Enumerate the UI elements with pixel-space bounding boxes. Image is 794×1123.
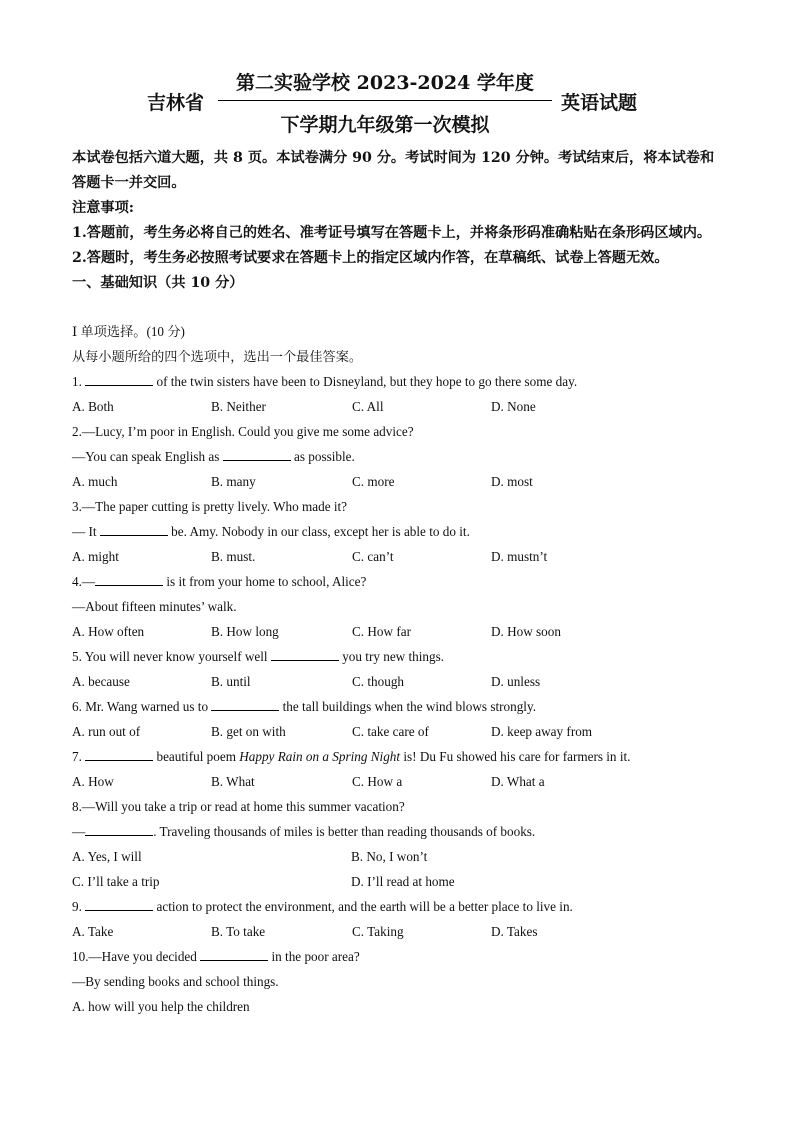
question-8-reply: — . Traveling thousands of miles is better than reading thousands of books. [72,819,732,844]
school-name: 第二实验学校 2023-2024 学年度 [236,72,534,94]
option-c: C. though [352,674,405,689]
option-c: C. All [352,399,384,414]
option-d: D. Takes [491,924,538,939]
option-c: C. take care of [352,724,429,739]
answer-blank [85,896,153,911]
answer-blank [85,371,153,386]
notice-item-1: 1.答题前，考生务必将自己的姓名、准考证号填写在答题卡上，并将条形码准确粘贴在条形码区域内。 [72,225,712,241]
section-heading: 一、基础知识（共 10 分） [72,275,244,291]
question-4-reply: —About fifteen minutes’ walk. [72,599,237,614]
question-4-stem: 4.— is it from your home to school, Alice? [72,569,732,594]
option-c: C. How a [352,774,403,789]
option-d: D. What a [491,774,545,789]
question-1-stem: 1. of the twin sisters have been to Disneyland, but they hope to go there some day. [72,369,732,394]
option-c: C. I’ll take a trip [72,874,160,889]
option-a: A. how will you help the children [72,999,250,1014]
option-a: A. How often [72,624,145,639]
province-label: 吉林省 [147,92,205,114]
poem-title: Happy Rain on a Spring Night [239,749,401,764]
option-d: D. most [491,474,533,489]
question-9-options [72,919,732,944]
question-8-options-cd [72,869,732,894]
question-6-stem: 6. Mr. Wang warned us to the tall buildings when the wind blows strongly. [72,694,732,719]
question-5-stem: 5. You will never know yourself well you try new things. [72,644,732,669]
question-7-options [72,769,732,794]
answer-blank [223,446,291,461]
part-title: Ⅰ 单项选择。(10 分) [72,324,185,339]
notice-item-2: 2.答题时，考生务必按照考试要求在答题卡上的指定区域内作答，在草稿纸、试卷上答题无效。 [72,250,669,266]
title-divider [218,100,552,101]
option-d: D. How soon [491,624,561,639]
option-a: A. Both [72,399,114,414]
option-b: B. Neither [211,399,266,414]
option-c: C. more [352,474,395,489]
option-a: A. Take [72,924,114,939]
option-a: A. How [72,774,114,789]
option-b: B. How long [211,624,279,639]
option-b: B. No, I won’t [351,849,428,864]
question-3-reply: — It be. Amy. Nobody in our class, except her is able to do it. [72,519,732,544]
option-d: D. keep away from [491,724,593,739]
question-9-stem: 9. action to protect the environment, and the earth will be a better place to live in. [72,894,732,919]
question-2-stem: 2.—Lucy, I’m poor in English. Could you give me some advice? [72,424,414,439]
part-instruction: 从每小题所给的四个选项中，选出一个最佳答案。 [72,349,363,364]
answer-blank [200,946,268,961]
option-d: D. None [491,399,536,414]
option-a: A. much [72,474,118,489]
subject-label: 英语试题 [561,92,638,114]
question-4-options [72,619,732,644]
option-b: B. must. [211,549,256,564]
option-b: B. get on with [211,724,286,739]
intro-paragraph: 本试卷包括六道大题，共 8 页。本试卷满分 90 分。考试时间为 120 分钟。考试结束后，将本试卷和答题卡一并交回。 [72,150,715,191]
answer-blank [211,696,279,711]
question-2-options [72,469,732,494]
answer-blank [95,571,163,586]
option-b: B. until [211,674,251,689]
question-1-options [72,394,732,419]
answer-blank [271,646,339,661]
question-8-options-ab [72,844,732,869]
option-a: A. run out of [72,724,141,739]
option-d: D. mustn’t [491,549,548,564]
question-10-options [72,994,732,1019]
question-8-stem: 8.—Will you take a trip or read at home this summer vacation? [72,799,405,814]
question-2-reply: —You can speak English as as possible. [72,444,732,469]
question-7-stem: 7. beautiful poem Happy Rain on a Spring Night is! Du Fu showed his care for farmers in it. [72,744,732,769]
exam-header [0,66,794,138]
option-b: B. many [211,474,256,489]
option-b: B. What [211,774,255,789]
answer-blank [85,746,153,761]
question-10-stem: 10.—Have you decided in the poor area? [72,944,732,969]
question-area [72,319,732,1019]
option-b: B. To take [211,924,266,939]
exam-name: 下学期九年级第一次模拟 [280,114,490,136]
question-10-reply: —By sending books and school things. [72,974,279,989]
question-6-options [72,719,732,744]
option-c: C. can’t [352,549,394,564]
option-c: C. How far [352,624,411,639]
question-5-options [72,669,732,694]
notice-heading: 注意事项: [72,200,134,216]
question-3-stem: 3.—The paper cutting is pretty lively. Who made it? [72,499,348,514]
answer-blank [100,521,168,536]
option-a: A. because [72,674,130,689]
option-c: C. Taking [352,924,404,939]
option-a: A. might [72,549,119,564]
option-a: A. Yes, I will [72,849,142,864]
answer-blank [85,821,153,836]
exam-instructions [72,146,724,296]
option-d: D. unless [491,674,541,689]
option-d: D. I’ll read at home [351,874,455,889]
question-3-options [72,544,732,569]
